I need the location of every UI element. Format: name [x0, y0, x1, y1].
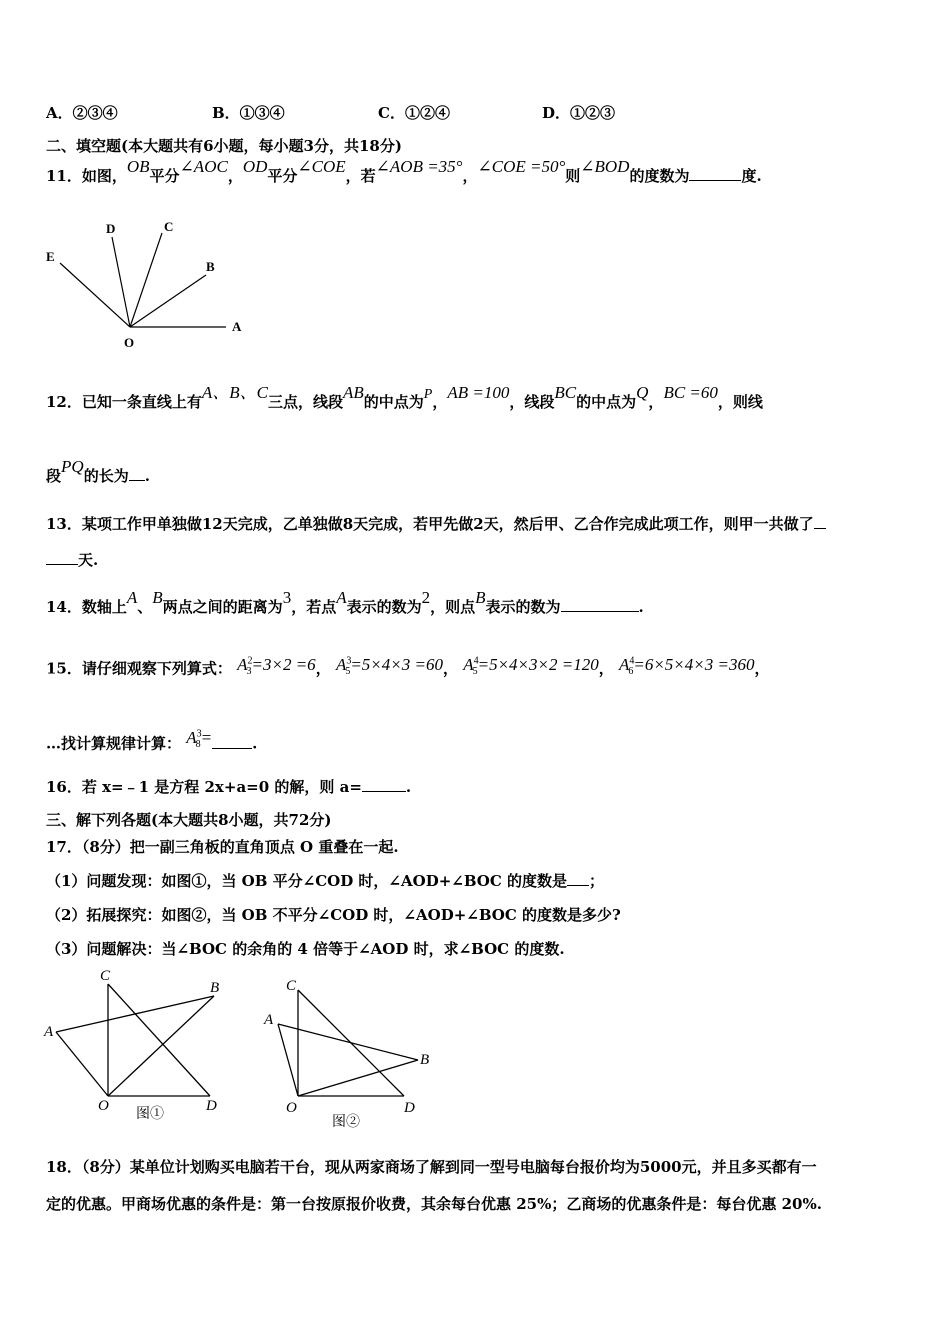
- ray-ob: [130, 275, 206, 327]
- question-15: 15．请仔细观察下列算式： $A^2_3=3\times 2 =6$， $A^3_5=5\times 4\times 3 =60$， $A^4_5=5\times 4\times 3\times 2 =120$， $A^4_6=6\times 5\times 4\times 3 =360$，: [46, 654, 770, 678]
- section-heading-2: 二、填空题(本大题共有6小题，每小题3分，共18分): [46, 137, 402, 155]
- answer-blank: [689, 166, 741, 181]
- q17-figure-2: [262, 972, 452, 1134]
- question-17-part3: （3）问题解决：当∠BOC 的余角的 4 倍等于∠AOD 时，求∠BOC 的度数.: [46, 940, 565, 958]
- fig2-label-d: D: [404, 1100, 415, 1116]
- option-d: D．①②③: [542, 104, 616, 122]
- expr-a53: $A^3_5=5\times 4\times 3 =60$: [335, 654, 443, 678]
- question-11: 11．如图，OB平分∠AOC，OD平分∠COE，若∠AOB =35°，∠COE =50°则∠BOD的度数为 度.: [46, 157, 762, 185]
- expr-a32: $A^2_3=3\times 2 =6$: [237, 654, 316, 678]
- question-14: 14．数轴上A、B两点之间的距离为3，若点A表示的数为2，则点B表示的数为 .: [46, 588, 644, 616]
- question-12: 12．已知一条直线上有A、B、C三点，线段AB的中点为P，AB =100，线段BC的中点为Q，BC =60，则线: [46, 383, 763, 411]
- fig1-label-a: A: [44, 1024, 54, 1040]
- expr-a64: $A^4_6=6\times 5\times 4\times 3 =360$: [618, 654, 755, 678]
- label-d: D: [106, 221, 116, 236]
- label-c: C: [164, 219, 174, 234]
- option-c: C．①②④: [378, 104, 450, 122]
- answer-blank: [814, 514, 826, 529]
- q17-figure-1: [40, 966, 240, 1128]
- question-12-cont: 段PQ的长为 .: [46, 457, 150, 485]
- answer-blank: [129, 466, 145, 481]
- fig2-label-c: C: [286, 978, 297, 994]
- fig2-label-b: B: [420, 1052, 430, 1068]
- question-17-part2: （2）拓展探究：如图②，当 OB 不平分∠COD 时，∠AOD+∠BOC 的度数是多少?: [46, 906, 621, 924]
- question-13: 13．某项工作甲单独做12天完成，乙单独做8天完成，若甲先做2天，然后甲、乙合作完成此项工作，则甲一共做了: [46, 514, 826, 534]
- ray-oc: [130, 233, 162, 327]
- answer-blank: [567, 871, 589, 886]
- label-b: B: [206, 259, 215, 274]
- fig1-label-d: D: [206, 1098, 217, 1114]
- answer-blank: [561, 597, 639, 612]
- label-a: A: [232, 319, 242, 334]
- answer-blank: [362, 777, 406, 792]
- q11-angle-figure: [40, 215, 260, 355]
- fig2-label-o: O: [286, 1100, 297, 1116]
- fig1-label-c: C: [100, 968, 111, 984]
- option-b: B．①③④: [212, 104, 285, 122]
- fig1-label-b: B: [210, 980, 220, 996]
- question-16: 16．若 x=﹣1 是方程 2x+a=0 的解，则 a= .: [46, 778, 412, 796]
- fig2-label-a: A: [264, 1012, 274, 1028]
- question-18: 18．（8分）某单位计划购买电脑若干台，现从两家商场了解到同一型号电脑每台报价均为5000元，并且多买都有一: [46, 1158, 817, 1176]
- question-17-part1: （1）问题发现：如图①，当 OB 平分∠COD 时，∠AOD+∠BOC 的度数是 ；: [46, 872, 605, 890]
- answer-blank: [212, 734, 252, 749]
- expr-a54: $A^4_5=5\times 4\times 3\times 2 =120$: [463, 654, 599, 678]
- fig1-caption: 图①: [136, 1107, 164, 1122]
- answer-blank: [46, 550, 78, 565]
- option-a: A．②③④: [46, 104, 118, 122]
- fig1-label-o: O: [98, 1098, 109, 1114]
- question-15-cont: …找计算规律计算： $A^3_8=$ .: [46, 727, 258, 753]
- expr-a83: $A^3_8=$: [186, 727, 213, 751]
- section-heading-3: 三、解下列各题(本大题共8小题，共72分): [46, 811, 332, 829]
- label-o: O: [124, 335, 135, 350]
- question-17-title: 17．（8分）把一副三角板的直角顶点 O 重叠在一起.: [46, 838, 399, 856]
- question-13-cont: 天.: [46, 550, 98, 570]
- question-18-cont: 定的优惠。甲商场优惠的条件是：第一台按原报价收费，其余每台优惠 25%；乙商场的优惠条件是：每台优惠 20%.: [46, 1195, 822, 1213]
- fig2-caption: 图②: [332, 1115, 360, 1130]
- label-e: E: [46, 249, 55, 264]
